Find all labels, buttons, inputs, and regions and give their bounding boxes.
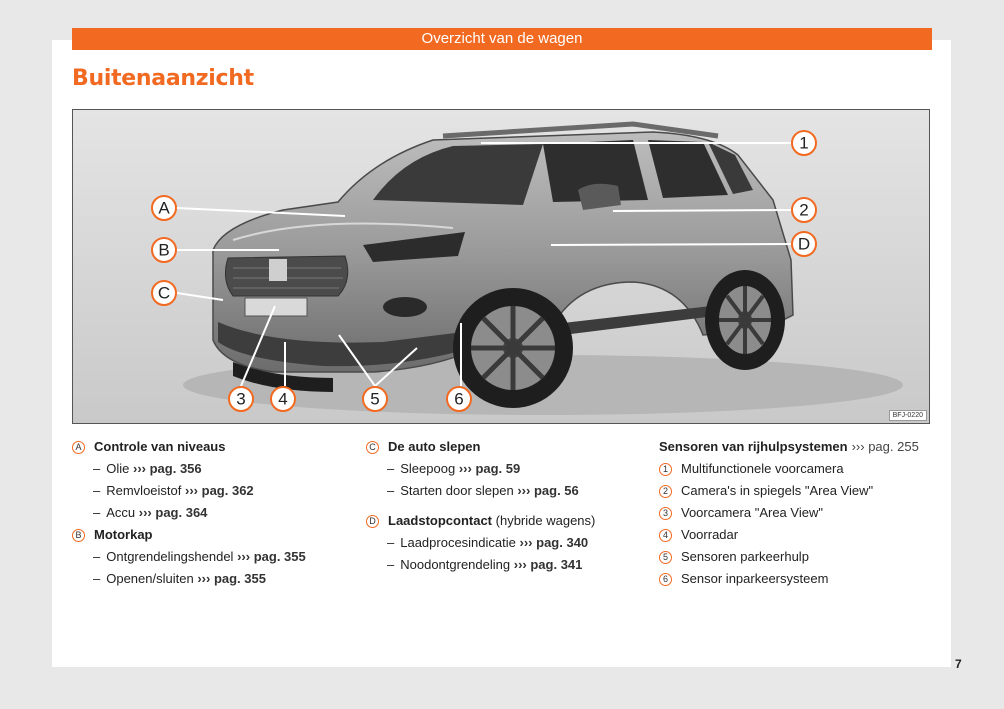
arrow-glyph: ››› bbox=[132, 461, 146, 476]
marker-number: 5 bbox=[659, 551, 672, 564]
legend-d-title: Laadstopcontact bbox=[388, 513, 493, 528]
sensor-item bbox=[659, 502, 939, 524]
figure-code: BFJ-0220 bbox=[889, 410, 927, 421]
page-link[interactable] bbox=[233, 546, 305, 568]
svg-text:4: 4 bbox=[278, 389, 288, 409]
sensor-label: Camera's in spiegels "Area View" bbox=[681, 483, 874, 498]
svg-text:2: 2 bbox=[799, 200, 809, 220]
page-ref: pag. 355 bbox=[253, 549, 306, 564]
legend-group-b bbox=[72, 524, 342, 546]
item-label: – Remvloeistof bbox=[106, 483, 182, 498]
legend-item bbox=[72, 480, 342, 502]
marker-number: 3 bbox=[659, 507, 672, 520]
item-label: – Noodontgrendeling bbox=[400, 557, 511, 572]
marker-a: A bbox=[72, 441, 85, 454]
page-link[interactable] bbox=[135, 502, 207, 524]
page-link[interactable] bbox=[181, 480, 253, 502]
svg-text:3: 3 bbox=[236, 389, 246, 409]
svg-text:A: A bbox=[158, 198, 170, 218]
item-label: – Accu bbox=[106, 505, 136, 520]
sensor-item bbox=[659, 524, 939, 546]
marker-number: 1 bbox=[659, 463, 672, 476]
marker-number: 2 bbox=[659, 485, 672, 498]
page-ref: pag. 59 bbox=[475, 461, 521, 476]
page-ref: pag. 364 bbox=[155, 505, 208, 520]
arrow-glyph: ››› bbox=[519, 535, 533, 550]
sensor-item bbox=[659, 480, 939, 502]
legend-item bbox=[72, 568, 342, 590]
arrow-glyph: ››› bbox=[237, 549, 251, 564]
arrow-glyph: ››› bbox=[517, 483, 531, 498]
legend-column-1 bbox=[72, 436, 342, 590]
page-number: 7 bbox=[955, 657, 962, 671]
legend-item bbox=[366, 480, 636, 502]
page-title: Buitenaanzicht bbox=[72, 66, 254, 91]
legend-b-title: Motorkap bbox=[94, 527, 153, 542]
callout-a bbox=[152, 196, 176, 220]
marker-c: C bbox=[366, 441, 379, 454]
legend-item bbox=[366, 554, 636, 576]
sensor-label: Voorradar bbox=[681, 527, 739, 542]
marker-number: 6 bbox=[659, 573, 672, 586]
page-link[interactable] bbox=[129, 458, 201, 480]
item-label: – Laadprocesindicatie bbox=[400, 535, 516, 550]
legend-group-d bbox=[366, 510, 636, 532]
page-link[interactable] bbox=[516, 532, 588, 554]
callout-3 bbox=[229, 387, 253, 411]
page-link[interactable] bbox=[514, 480, 579, 502]
car-illustration bbox=[73, 110, 929, 423]
arrow-glyph: ››› bbox=[458, 461, 472, 476]
svg-text:1: 1 bbox=[799, 133, 809, 153]
legend-c-title: De auto slepen bbox=[388, 439, 481, 454]
callout-d bbox=[792, 232, 816, 256]
marker-d: D bbox=[366, 515, 379, 528]
page-link[interactable] bbox=[194, 568, 266, 590]
legend-column-2 bbox=[366, 436, 636, 576]
arrow-glyph: ››› bbox=[513, 557, 527, 572]
item-label: – Ontgrendelingshendel bbox=[106, 549, 234, 564]
legend-item bbox=[366, 458, 636, 480]
sensors-title: Sensoren van rijhulpsystemen bbox=[659, 439, 848, 454]
page-ref: pag. 356 bbox=[149, 461, 202, 476]
car-exterior-figure bbox=[72, 109, 930, 424]
svg-text:5: 5 bbox=[370, 389, 380, 409]
item-label: – Sleepoog bbox=[400, 461, 456, 476]
callout-5 bbox=[363, 387, 387, 411]
marker-b: B bbox=[72, 529, 85, 542]
sensor-item bbox=[659, 568, 939, 590]
sensor-label: Voorcamera "Area View" bbox=[681, 505, 823, 520]
front-wheel bbox=[453, 288, 573, 408]
fog-light bbox=[383, 297, 427, 317]
sensors-heading bbox=[659, 436, 939, 458]
svg-text:6: 6 bbox=[454, 389, 464, 409]
page-ref: pag. 341 bbox=[530, 557, 583, 572]
svg-text:B: B bbox=[158, 240, 170, 260]
page-ref: pag. 56 bbox=[533, 483, 579, 498]
arrow-glyph: ››› bbox=[185, 483, 198, 498]
callout-1 bbox=[792, 131, 816, 155]
page-ref: pag. 362 bbox=[201, 483, 254, 498]
legend-group-a bbox=[72, 436, 342, 458]
page-link[interactable] bbox=[852, 436, 919, 458]
section-header: Overzicht van de wagen bbox=[72, 28, 932, 50]
arrow-glyph: ››› bbox=[138, 505, 152, 520]
arrow-glyph: ››› bbox=[851, 439, 865, 454]
legend-group-c bbox=[366, 436, 636, 458]
page-ref: pag. 255 bbox=[868, 439, 919, 454]
item-label: – Starten door slepen bbox=[400, 483, 514, 498]
license-plate bbox=[245, 298, 307, 316]
callout-6 bbox=[447, 387, 471, 411]
callout-4 bbox=[271, 387, 295, 411]
page-ref: pag. 340 bbox=[536, 535, 589, 550]
sensor-label: Multifunctionele voorcamera bbox=[681, 461, 844, 476]
sensor-item bbox=[659, 546, 939, 568]
sensor-item bbox=[659, 458, 939, 480]
callout-2 bbox=[792, 198, 816, 222]
legend-item bbox=[72, 546, 342, 568]
legend-item bbox=[72, 458, 342, 480]
callout-b bbox=[152, 238, 176, 262]
item-label: – Olie bbox=[106, 461, 130, 476]
arrow-glyph: ››› bbox=[197, 571, 211, 586]
page-link[interactable] bbox=[510, 554, 582, 576]
sensor-label: Sensor inparkeersysteem bbox=[681, 571, 829, 586]
brand-badge bbox=[269, 259, 287, 281]
legend-a-title: Controle van niveaus bbox=[94, 439, 226, 454]
legend-item bbox=[366, 532, 636, 554]
svg-text:D: D bbox=[797, 234, 811, 254]
legend-d-note: (hybride wagens) bbox=[495, 513, 596, 528]
callout-c bbox=[152, 281, 176, 305]
item-label: – Openen/sluiten bbox=[106, 571, 194, 586]
page-link[interactable] bbox=[455, 458, 520, 480]
svg-text:C: C bbox=[157, 283, 171, 303]
sensor-label: Sensoren parkeerhulp bbox=[681, 549, 809, 564]
legend-item bbox=[72, 502, 342, 524]
legend-column-3 bbox=[659, 436, 939, 590]
marker-number: 4 bbox=[659, 529, 672, 542]
rear-wheel bbox=[705, 270, 785, 370]
page-ref: pag. 355 bbox=[213, 571, 266, 586]
